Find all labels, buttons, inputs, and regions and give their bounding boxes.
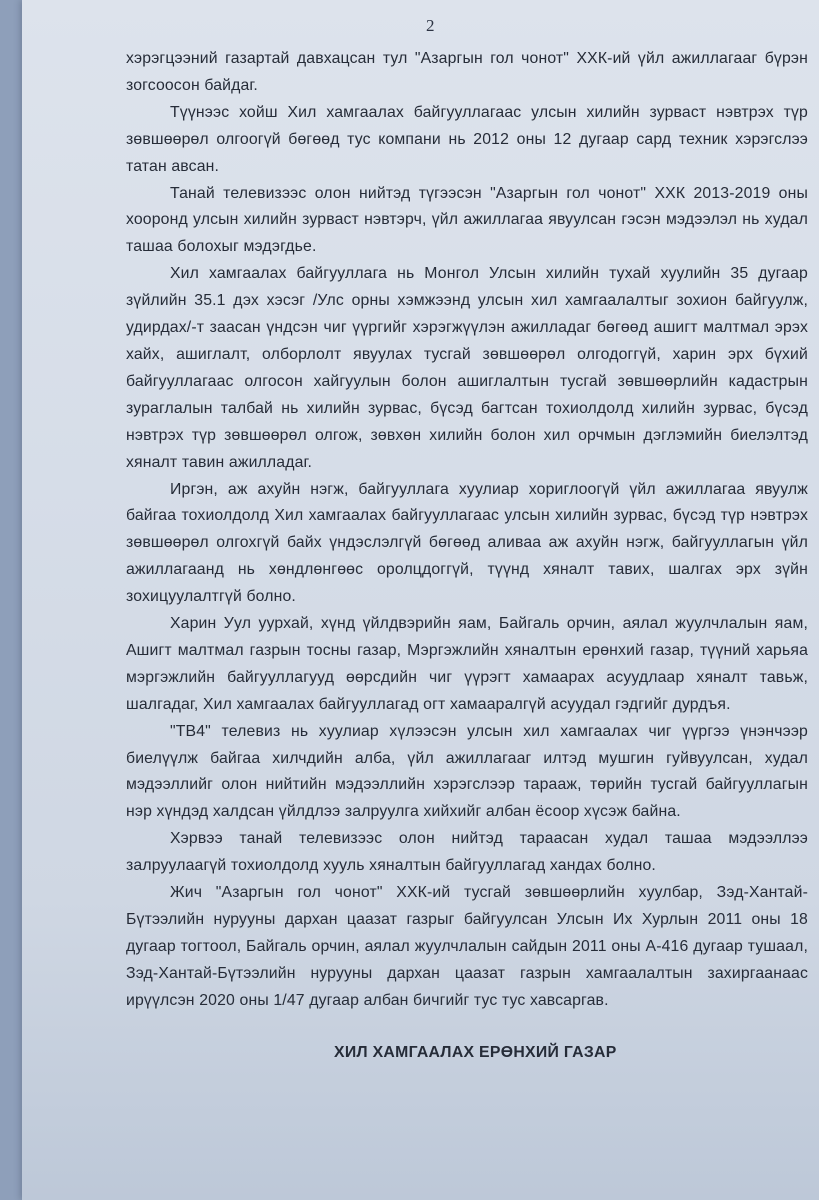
paragraph-legal-warning: Хэрвээ танай телевизээс олон нийтэд тараасан худал ташаа мэдээллээ залруулаагүй тохиолдолд хууль хяналтын байгууллагад хандах болно. [126, 830, 808, 875]
paragraph-continuation: хэрэгцээний газартай давхацсан тул "Азаргын гол чонот" ХХК-ий үйл ажиллагааг бүрэн зогсоосон байдаг. [126, 50, 808, 94]
letter-body [126, 46, 808, 1015]
paragraph-oversight-bodies: Харин Уул уурхай, хүнд үйлдвэрийн яам, Байгаль орчин, аялал жуулчлалын яам, Ашигт малтмал газрын тосны газар, Мэргэжлийн хяналтын ерөнхий газар, түүний харьяа мэргэжлийн байгууллагууд өөрсдийн чиг үүрэгт хамаарах асуудлаар хяналт тавьж, шалгадаг, Хил хамгаалах байгууллагад огт хамааралгүй асуудал гэдгийг дурдъя. [126, 615, 808, 713]
signature-organization: ХИЛ ХАМГААЛАХ ЕРӨНХИЙ ГАЗАР [334, 1044, 617, 1061]
document-page [22, 0, 819, 1200]
paragraph-attachments: Жич "Азаргын гол чонот" ХХК-ий тусгай зөвшөөрлийн хуулбар, Зэд-Хантай-Бүтээлийн нурууны дархан цаазат газрыг байгуулсан Улсын Их Хурлын 2011 оны 18 дугаар тогтоол, Байгаль орчин, аялал жуулчлалын сайдын 2011 оны А-416 дугаар тушаал, Зэд-Хантай-Бүтээлийн нурууны дархан цаазат газрын хамгаалалтын захиргаанаас ирүүлсэн 2020 оны 1/47 дугаар албан бичгийг тус тус хавсаргав. [126, 884, 808, 1009]
paragraph-false-report: Танай телевизээс олон нийтэд түгээсэн "Азаргын гол чонот" ХХК 2013-2019 оны хооронд улсын хилийн зурваст нэвтэрч, үйл ажиллагаа явуулсан гэсэн мэдээлэл нь худал ташаа болохыг мэдэгдье. [126, 184, 808, 256]
paragraph-entity-rights: Иргэн, аж ахуйн нэгж, байгууллага хуулиар хориглоогүй үйл ажиллагаа явуулж байгаа тохиолдолд Хил хамгаалах байгууллагаас улсын хилийн зурвас, бүсэд түр нэвтрэх зөвшөөрөл олгохгүй байх үндэслэлгүй бөгөөд аливаа аж ахуйн нэгж, байгууллагын үйл ажиллагаанд нь хөндлөнгөөс оролцдоггүй, түүнд хяналт тавих, шалгах эрх зүйн зохицуулалтгүй болно. [126, 480, 808, 606]
paragraph-tv4-request: "ТВ4" телевиз нь хуулиар хүлээсэн улсын хил хамгаалах чиг үүргээ үнэнчээр биелүүлж байгаа хилчдийн алба, үйл ажиллагааг илтэд мушгин гуйвуулсан, худал мэдээллийг олон нийтийн мэдээллийн хэрэгслээр тарааж, төрийн тусгай байгууллагын нэр хүндэд халдсан үйлдлээ залруулга хийхийг албан ёсоор хүсэж байна. [126, 722, 808, 821]
page-number: 2 [426, 16, 435, 35]
paragraph-border-law: Хил хамгаалах байгууллага нь Монгол Улсын хилийн тухай хуулийн 35 дугаар зүйлийн 35.1 дэх хэсэг /Улс орны хэмжээнд улсын хил хамгаалалтыг зохион байгуулж, удирдах/-т заасан үндсэн чиг үүргийг хэрэгжүүлэн ажилладаг бөгөөд ашигт малтмал эрэх хайх, ашиглалт, олборлолт явуулах тусгай зөвшөөрөл олгодоггүй, харин эрх бүхий байгууллагаас олгосон хайгуулын болон ашиглалтын тусгай зөвшөөрлийн кадастрын зураглалын талбай нь хилийн зурвас, бүсэд багтсан тохиолдолд хилийн зурвас, бүсэд нэвтрэх түр зөвшөөрөл олгож, зөвхөн хилийн болон хил орчмын дэглэмийн биелэлтэд хяналт тавин ажилладаг. [126, 265, 808, 471]
paragraph-permit-history: Түүнээс хойш Хил хамгаалах байгууллагаас улсын хилийн зурваст нэвтрэх түр зөвшөөрөл олгоогүй бөгөөд тус компани нь 2012 оны 12 дугаар сард техник хэрэгслээ татан авсан. [126, 103, 808, 175]
